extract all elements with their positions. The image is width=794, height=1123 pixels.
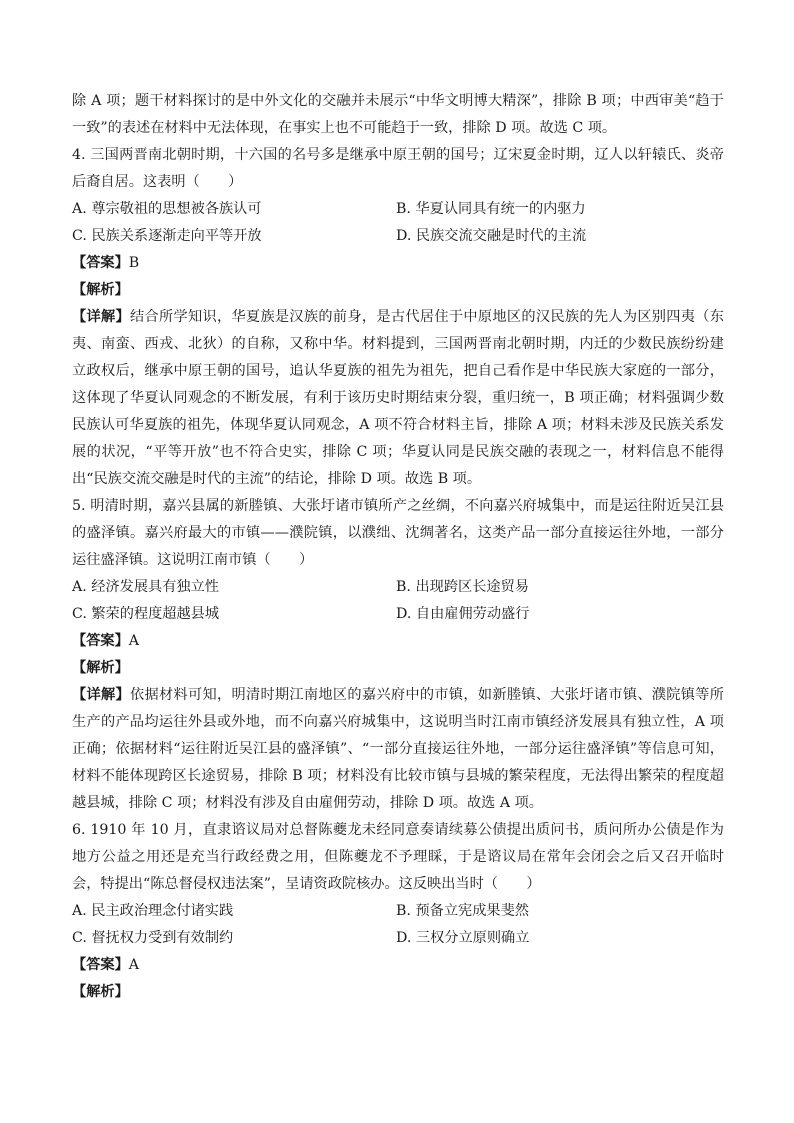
answer-line — [72, 628, 724, 655]
answer-line — [72, 952, 724, 979]
question-stem: 5. 明清时期，嘉兴县属的新塍镇、大张圩诸市镇所产之丝绸，不向嘉兴府城集中，而是运往附近吴江县的盛泽镇。嘉兴府最大的市镇——濮院镇，以濮绌、沈绸著名，这类产品一部分直接运往外地，一部分运往盛泽镇。这说明江南市镇（ ） — [72, 498, 724, 568]
answer-value: A — [128, 957, 140, 973]
answer-value: B — [128, 255, 140, 271]
analysis-tag: 【解析】 — [72, 660, 129, 676]
option-d: D. 三权分立原则确立 — [396, 930, 530, 946]
question-6 — [72, 817, 724, 1006]
analysis-tag: 【解析】 — [72, 984, 129, 1000]
answer-tag: 【答案】 — [72, 255, 129, 271]
option-list — [72, 898, 724, 952]
question-stem: 4. 三国两晋南北朝时期，十六国的名号多是继承中原王朝的国号；辽宋夏金时期，辽人以轩辕氏、炎帝后裔自居。这表明（ ） — [72, 147, 724, 190]
question-4 — [72, 142, 724, 493]
detail-text: 依据材料可知，明清时期江南地区的嘉兴府中的市镇，如新塍镇、大张圩诸市镇、濮院镇等所生产的产品均运往外县或外地，而不向嘉兴府城集中，这说明当时江南市镇经济发展具有独立性，A 项正确；依据材料“运往附近吴江县的盛泽镇”、“一部分直接运往外地，一部分运往盛泽镇”等信息可知，材料不能体现跨区长途贸易，排除 B 项；材料没有比较市镇与县城的繁荣程度，无法得出繁荣的程度超越县城，排除 C 项；材料没有涉及自由雇佣劳动，排除 D 项。故选 A 项。 — [72, 687, 724, 811]
option-b: B. 预备立宪成果斐然 — [396, 903, 529, 919]
option-a: A. 尊宗敬祖的思想被各族认可 — [72, 201, 262, 217]
question-5 — [72, 493, 724, 817]
detail-paragraph — [72, 304, 724, 493]
option-b: B. 华夏认同具有统一的内驱力 — [396, 201, 586, 217]
option-a: A. 民主政治理念付诸实践 — [72, 903, 234, 919]
detail-tag: 【详解】 — [72, 309, 130, 325]
detail-tag: 【详解】 — [72, 687, 130, 703]
option-d: D. 民族交流交融是时代的主流 — [396, 228, 587, 244]
detail-text: 结合所学知识，华夏族是汉族的前身，是古代居住于中原地区的汉民族的先人为区别四夷（东夷、南蛮、西戎、北狄）的自称，又称中华。材料提到，三国两晋南北朝时期，内迁的少数民族纷纷建立政权后，继承中原王朝的国号，追认华夏族的祖先为祖先，把自己看作是中华民族大家庭的一部分，这体现了华夏认同观念的不断发展，有利于该历史时期结束分裂，重归统一，B 项正确；材料强调少数民族认可华夏族的祖先，体现华夏认同观念，A 项不符合材料主旨，排除 A 项；材料未涉及民族关系发展的状况，“平等开放”也不符合史实，排除 C 项；华夏认同是民族交融的表现之一，材料信息不能得出“民族交流交融是时代的主流”的结论，排除 D 项。故选 B 项。 — [72, 309, 724, 487]
answer-value: A — [128, 633, 140, 649]
option-c: C. 督抚权力受到有效制约 — [72, 930, 234, 946]
answer-tag: 【答案】 — [72, 957, 129, 973]
analysis-tag: 【解析】 — [72, 282, 129, 298]
detail-paragraph — [72, 682, 724, 817]
option-c: C. 民族关系逐渐走向平等开放 — [72, 228, 262, 244]
analysis-heading — [72, 979, 724, 1006]
analysis-heading — [72, 655, 724, 682]
analysis-heading — [72, 277, 724, 304]
document-page — [72, 88, 724, 1006]
intro-paragraph: 除 A 项；题干材料探讨的是中外文化的交融并未展示“中华文明博大精深”，排除 B 项；中西审美“趋于一致”的表述在材料中无法体现，在事实上也不可能趋于一致，排除 D 项。故选 C 项。 — [72, 93, 724, 136]
answer-tag: 【答案】 — [72, 633, 129, 649]
option-b: B. 出现跨区长途贸易 — [396, 579, 529, 595]
option-list — [72, 574, 724, 628]
option-c: C. 繁荣的程度超越县城 — [72, 606, 220, 622]
option-d: D. 自由雇佣劳动盛行 — [396, 606, 530, 622]
question-stem: 6. 1910 年 10 月，直隶谘议局对总督陈夔龙未经同意奏请续募公债提出质问书，质问所办公债是作为地方公益之用还是充当行政经费之用，但陈夔龙不予理睬，于是谘议局在常年会闭会之后又召开临时会，特提出“陈总督侵权违法案”，呈请资政院核办。这反映出当时（ ） — [72, 822, 724, 892]
option-list — [72, 196, 724, 250]
option-a: A. 经济发展具有独立性 — [72, 579, 219, 595]
answer-line — [72, 250, 724, 277]
